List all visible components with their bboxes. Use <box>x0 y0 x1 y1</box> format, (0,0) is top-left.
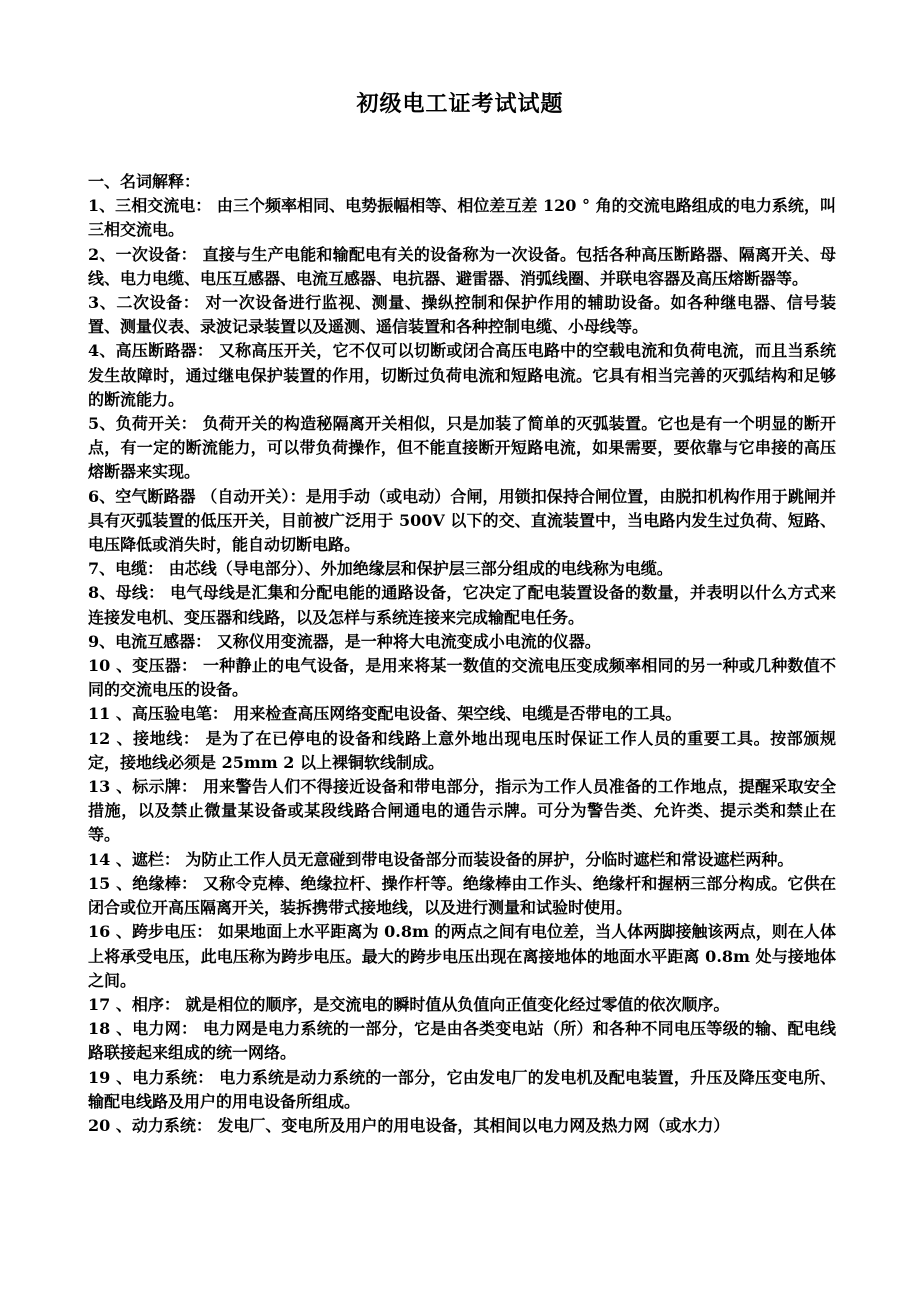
term-10: 10 、变压器： 一种静止的电气设备，是用来将某一数值的交流电压变成频率相同的另一种或几种数值不同的交流电压的设备。 <box>88 656 836 700</box>
term-2: 2、一次设备： 直接与生产电能和输配电有关的设备称为一次设备。包括各种高压断路器、隔离开关、母线、电力电缆、电压互感器、电流互感器、电抗器、避雷器、消弧线圈、并联电容器及高压熔断器等。 <box>88 244 836 288</box>
term-18: 18 、电力网： 电力网是电力系统的一部分，它是由各类变电站（所）和各种不同电压等级的输、配电线路联接起来组成的统一网络。 <box>88 1019 836 1063</box>
term-17: 17 、相序： 就是相位的顺序，是交流电的瞬时值从负值向正值变化经过零值的依次顺序。 <box>88 994 730 1014</box>
term-4: 4、高压断路器： 又称高压开关，它不仅可以切断或闭合高压电路中的空载电流和负荷电流，而且当系统发生故障时，通过继电保护装置的作用，切断过负荷电流和短路电流。它具有相当完善的灭弧结构和足够的断流能力。 <box>88 341 836 409</box>
term-11: 11 、高压验电笔： 用来检查高压网络变配电设备、架空线、电缆是否带电的工具。 <box>88 704 682 724</box>
document-body <box>88 170 836 1138</box>
term-9: 9、电流互感器： 又称仪用变流器，是一种将大电流变成小电流的仪器。 <box>88 631 601 651</box>
term-1: 1、三相交流电： 由三个频率相同、电势振幅相等、相位差互差 120 ° 角的交流电路组成的电力系统，叫三相交流电。 <box>88 196 836 240</box>
term-6: 6、空气断路器 （自动开关）：是用手动（或电动）合闸，用锁扣保持合闸位置，由脱扣机构作用于跳闸并具有灭弧装置的低压开关，目前被广泛用于 500V 以下的交、直流装置中，当电路内发生过负荷、短路、电压降低或消失时，能自动切断电路。 <box>88 486 836 555</box>
term-15: 15 、绝缘棒： 又称令克棒、绝缘拉杆、操作杆等。绝缘棒由工作头、绝缘杆和握柄三部分构成。它供在闭合或位开高压隔离开关，装拆携带式接地线，以及进行测量和试验时使用。 <box>88 873 836 918</box>
term-8: 8、母线： 电气母线是汇集和分配电能的通路设备，它决定了配电装置设备的数量，并表明以什么方式来连接发电机、变压器和线路，以及怎样与系统连接来完成输配电任务。 <box>88 583 836 627</box>
document-title: 初级电工证考试试题 <box>356 91 564 117</box>
term-5: 5、负荷开关： 负荷开关的构造秘隔离开关相似，只是加装了简单的灭弧装置。它也是有一个明显的断开点，有一定的断流能力，可以带负荷操作，但不能直接断开短路电流，如果需要，要依靠与它串接的高压熔断器来实现。 <box>88 414 836 482</box>
term-13: 13 、标示牌： 用来警告人们不得接近设备和带电部分，指示为工作人员准备的工作地点，提醒采取安全措施，以及禁止微量某设备或某段线路合闸通电的通告示牌。可分为警告类、允许类、提示类和禁止在等。 <box>88 777 836 845</box>
term-7: 7、电缆： 由芯线（导电部分）、外加绝缘层和保护层三部分组成的电线称为电缆。 <box>88 559 673 579</box>
term-20: 20 、动力系统： 发电厂、变电所及用户的用电设备，其相间以电力网及热力网（或水力） <box>88 1115 730 1135</box>
term-3: 3、二次设备： 对一次设备进行监视、测量、操纵控制和保护作用的辅助设备。如各种继电器、信号装置、测量仪表、录波记录装置以及遥测、遥信装置和各种控制电缆、小母线等。 <box>88 293 836 337</box>
term-16: 16 、跨步电压： 如果地面上水平距离为 0.8m 的两点之间有电位差，当人体两脚接触该两点，则在人体上将承受电压，此电压称为跨步电压。最大的跨步电压出现在离接地体的地面水平距离 0.8m 处与接地体之间。 <box>88 922 836 990</box>
term-12: 12 、接地线： 是为了在已停电的设备和线路上意外地出现电压时保证工作人员的重要工具。按部颁规定，接地线必须是 25mm 2 以上裸铜软线制成。 <box>88 728 836 772</box>
section-heading: 一、名词解释： <box>88 172 201 191</box>
term-19: 19 、电力系统： 电力系统是动力系统的一部分，它由发电厂的发电机及配电装置，升压及降压变电所、输配电线路及用户的用电设备所组成。 <box>88 1067 836 1111</box>
term-14: 14 、遮栏： 为防止工作人员无意碰到带电设备部分而装设备的屏护，分临时遮栏和常设遮栏两种。 <box>88 849 794 869</box>
